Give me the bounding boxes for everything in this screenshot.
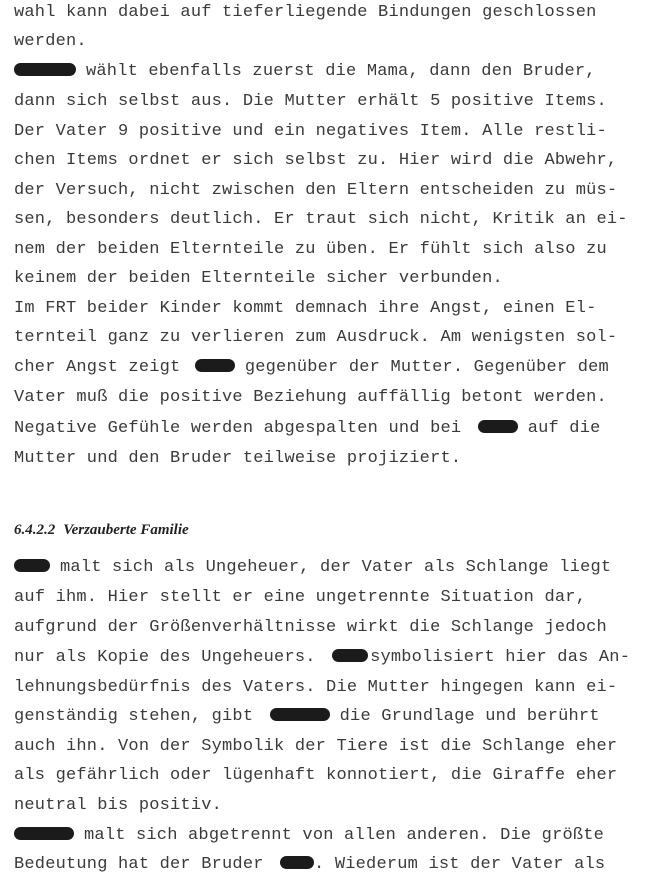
text-line: sen, besonders deutlich. Er traut sich nicht, Kritik an ei- [14, 210, 628, 229]
text-line: Vater muß die positive Beziehung auffällig betont werden. [14, 388, 607, 407]
text-segment: malt sich abgetrennt von allen anderen. Die größte [84, 826, 605, 845]
text-segment: symbolisiert hier das An- [370, 648, 631, 667]
text-line [14, 357, 654, 379]
section-title: Verzauberte Familie [63, 522, 189, 538]
text-line: auch ihn. Von der Symbolik der Tiere ist die Schlange eher [14, 737, 618, 756]
redaction-mark [280, 856, 314, 869]
text-segment: nur als Kopie des Ungeheuers. [14, 648, 316, 667]
redaction-mark [14, 559, 50, 572]
section-number: 6.4.2.2 [14, 522, 56, 538]
text-line: nem der beiden Elternteile zu üben. Er fühlt sich also zu [14, 240, 607, 259]
text-segment: wählt ebenfalls zuerst die Mama, dann den Bruder, [86, 62, 596, 81]
redaction-mark [195, 359, 235, 372]
text-line [14, 61, 654, 83]
text-segment: cher Angst zeigt [14, 358, 181, 377]
text-segment: . Wiederum ist der Vater als [314, 855, 606, 874]
redaction-mark [270, 708, 330, 721]
text-line: wahl kann dabei auf tieferliegende Bindungen geschlossen [14, 3, 597, 22]
text-line [14, 647, 654, 669]
redaction-mark [332, 649, 368, 662]
text-segment: Negative Gefühle werden abgespalten und bei [14, 419, 462, 438]
text-line [14, 418, 654, 440]
text-line: chen Items ordnet er sich selbst zu. Hier wird die Abwehr, [14, 151, 618, 170]
text-line: werden. [14, 32, 87, 51]
text-segment: gegenüber der Mutter. Gegenüber dem [244, 358, 609, 377]
text-segment: die Grundlage und berührt [339, 707, 600, 726]
text-segment: malt sich als Ungeheuer, der Vater als Schlange liegt [60, 558, 612, 577]
text-line: dann sich selbst aus. Die Mutter erhält 5 positive Items. [14, 92, 607, 111]
text-line: Im FRT beider Kinder kommt demnach ihre Angst, einen El- [14, 299, 597, 318]
text-line: der Versuch, nicht zwischen den Eltern entscheiden zu müs- [14, 181, 618, 200]
text-line: ternteil ganz zu verlieren zum Ausdruck. Am wenigsten sol- [14, 328, 618, 347]
section-heading [14, 522, 189, 539]
text-segment: genständig stehen, gibt [14, 707, 254, 726]
text-line: lehnungsbedürfnis des Vaters. Die Mutter hingegen kann ei- [14, 678, 618, 697]
text-segment: auf die [527, 419, 601, 438]
text-line: als gefährlich oder lügenhaft konnotiert, die Giraffe eher [14, 766, 618, 785]
text-segment: Bedeutung hat der Bruder [14, 855, 264, 874]
text-line: auf ihm. Hier stellt er eine ungetrennte Situation dar, [14, 588, 587, 607]
text-line [14, 854, 654, 876]
text-line [14, 706, 654, 728]
text-line [14, 825, 654, 847]
text-line [14, 557, 654, 579]
redaction-mark [14, 827, 74, 840]
text-line: Der Vater 9 positive und ein negatives Item. Alle restli- [14, 122, 607, 141]
text-line: neutral bis positiv. [14, 796, 223, 815]
redaction-mark [14, 63, 76, 76]
text-line: keinem der beiden Elternteile sicher verbunden. [14, 269, 503, 288]
text-line: Mutter und den Bruder teilweise projiziert. [14, 449, 462, 468]
redaction-mark [478, 420, 518, 433]
text-line: aufgrund der Größenverhältnisse wirkt die Schlange jedoch [14, 618, 607, 637]
